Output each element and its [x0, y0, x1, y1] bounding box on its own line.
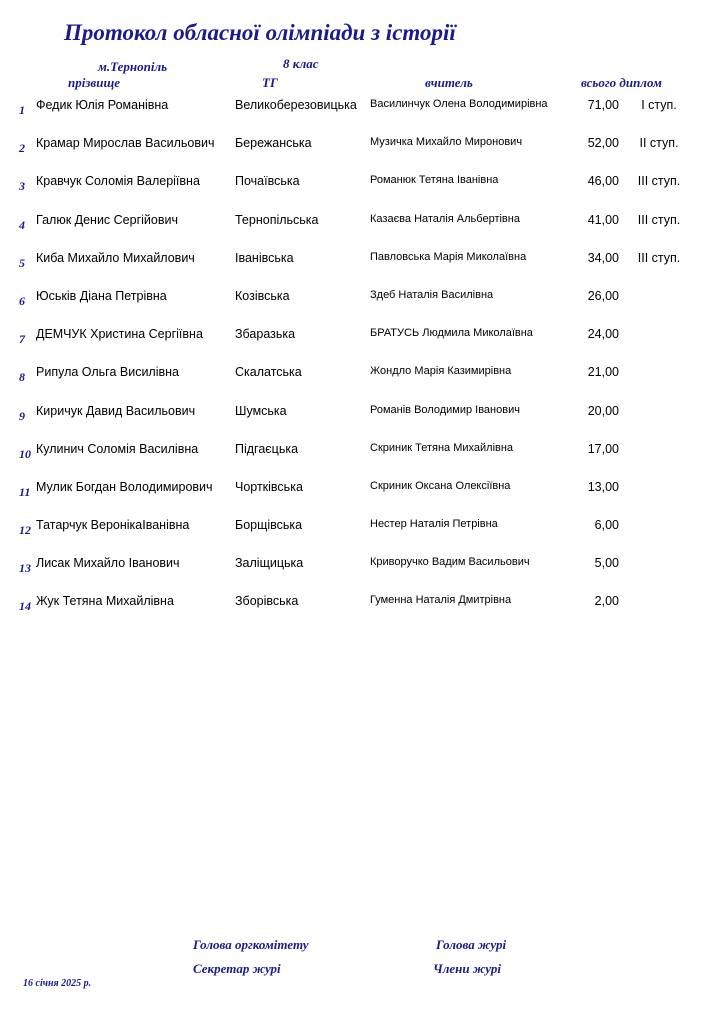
diploma-level: ІІІ ступ. — [637, 174, 681, 189]
diploma-level: ІІ ступ. — [639, 136, 679, 151]
row-number: 5 — [19, 255, 25, 270]
score-value: 34,00 — [587, 250, 619, 265]
teacher-name: Гуменна Наталія Дмитрівна — [370, 594, 512, 607]
score-value: 20,00 — [587, 403, 619, 418]
table-row — [0, 90, 725, 128]
score-value: 24,00 — [587, 327, 619, 342]
row-number: 1 — [19, 103, 25, 117]
student-name: Лисак Михайло Іванович — [36, 556, 180, 571]
row-number: 7 — [19, 332, 25, 347]
teacher-name: Криворучко Вадим Васильович — [370, 556, 530, 569]
table-row — [0, 434, 725, 472]
row-number: 9 — [19, 408, 25, 423]
student-name: Федик Юлія Романівна — [36, 98, 169, 112]
student-name: Юськів Діана Петрівна — [36, 288, 167, 303]
teacher-name: Здеб Наталія Василівна — [370, 288, 494, 301]
grade-label: 8 клас — [283, 56, 319, 71]
score-value: 52,00 — [587, 136, 619, 151]
table-row — [0, 243, 725, 281]
teacher-name: Музичка Михайло Миронович — [370, 136, 523, 149]
score-value: 17,00 — [587, 441, 619, 456]
teacher-name: Жондло Марія Казимирівна — [370, 365, 512, 378]
row-number: 10 — [19, 446, 31, 461]
teacher-name: БРАТУСЬ Людмила Миколаївна — [370, 327, 533, 340]
community-name: Іванівська — [235, 250, 294, 265]
community-name: Борщівська — [235, 518, 303, 533]
score-value: 71,00 — [587, 98, 619, 112]
student-name: Кравчук Соломія Валеріївна — [36, 174, 200, 189]
student-name: Кулинич Соломія Василівна — [36, 441, 199, 456]
community-name: Козівська — [235, 288, 290, 303]
community-name: Заліщицька — [235, 556, 304, 571]
signature-secretary: Секретар журі — [193, 961, 281, 976]
teacher-name: Павловська Марія Миколаївна — [370, 250, 527, 263]
teacher-name: Романів Володимир Іванович — [370, 403, 520, 416]
document-date: 16 січня 2025 р. — [23, 978, 92, 989]
row-number: 2 — [19, 141, 25, 156]
column-header-total-diploma: всього диплом — [581, 75, 662, 90]
teacher-name: Романюк Тетяна Іванівна — [370, 174, 499, 187]
table-row — [0, 586, 725, 624]
score-value: 5,00 — [594, 556, 619, 571]
score-value: 13,00 — [587, 479, 619, 494]
community-name: Почаївська — [235, 174, 300, 189]
column-header-name: прізвище — [68, 75, 121, 90]
community-name: Зборівська — [235, 594, 299, 609]
row-number: 6 — [19, 293, 25, 308]
column-header-tg: ТГ — [262, 75, 278, 90]
student-name: Жук Тетяна Михайлівна — [36, 594, 174, 609]
teacher-name: Василинчук Олена Володимирівна — [370, 98, 548, 110]
student-name: Татарчук ВеронікаІванівна — [36, 518, 190, 533]
teacher-name: Казаєва Наталія Альбертівна — [370, 212, 520, 225]
score-value: 26,00 — [587, 288, 619, 303]
table-row — [0, 548, 725, 586]
document-title: Протокол обласної олімпіади з історії — [64, 20, 456, 45]
city-label: м.Тернопіль — [98, 59, 168, 74]
score-value: 2,00 — [594, 594, 619, 609]
row-number: 13 — [19, 561, 31, 576]
table-row — [0, 128, 725, 166]
community-name: Шумська — [235, 403, 287, 418]
student-name: Крамар Мирослав Васильович — [36, 136, 215, 151]
table-row — [0, 205, 725, 243]
table-row — [0, 510, 725, 548]
community-name: Підгаєцька — [235, 441, 299, 456]
community-name: Великоберезовицька — [235, 98, 357, 112]
diploma-level: ІІІ ступ. — [637, 212, 681, 227]
score-value: 46,00 — [587, 174, 619, 189]
column-header-teacher: вчитель — [425, 75, 473, 90]
diploma-level: ІІІ ступ. — [637, 250, 681, 265]
row-number: 12 — [19, 523, 31, 538]
signature-jury-members: Члени журі — [433, 961, 501, 976]
community-name: Збаразька — [235, 327, 296, 342]
signature-org-head: Голова оргкомітету — [193, 937, 309, 952]
table-row — [0, 396, 725, 434]
row-number: 3 — [19, 179, 25, 194]
table-row — [0, 472, 725, 510]
teacher-name: Скриник Оксана Олексіївна — [370, 479, 511, 492]
table-row — [0, 357, 725, 395]
row-number: 8 — [19, 370, 25, 385]
student-name: Галюк Денис Сергійович — [36, 212, 178, 227]
student-name: Киричук Давид Васильович — [36, 403, 196, 418]
community-name: Тернопільська — [235, 212, 319, 227]
student-name: Киба Михайло Михайлович — [36, 250, 195, 265]
table-row — [0, 281, 725, 319]
signature-jury-head: Голова журі — [436, 937, 507, 952]
diploma-level: І ступ. — [641, 98, 677, 112]
row-number: 11 — [19, 484, 31, 499]
score-value: 41,00 — [587, 212, 619, 227]
table-row — [0, 319, 725, 357]
student-name: Рипула Ольга Висилівна — [36, 365, 179, 380]
student-name: ДЕМЧУК Христина Сергіївна — [36, 327, 203, 342]
student-name: Мулик Богдан Володимирович — [36, 479, 213, 494]
community-name: Бережанська — [235, 136, 312, 151]
community-name: Чортківська — [235, 479, 303, 494]
teacher-name: Нестер Наталія Петрівна — [370, 518, 498, 531]
community-name: Скалатська — [235, 365, 302, 380]
table-row — [0, 166, 725, 204]
score-value: 21,00 — [587, 365, 619, 380]
teacher-name: Скриник Тетяна Михайлівна — [370, 441, 514, 454]
results-table — [0, 90, 725, 625]
row-number: 4 — [19, 217, 25, 232]
row-number: 14 — [19, 599, 31, 614]
score-value: 6,00 — [594, 518, 619, 533]
